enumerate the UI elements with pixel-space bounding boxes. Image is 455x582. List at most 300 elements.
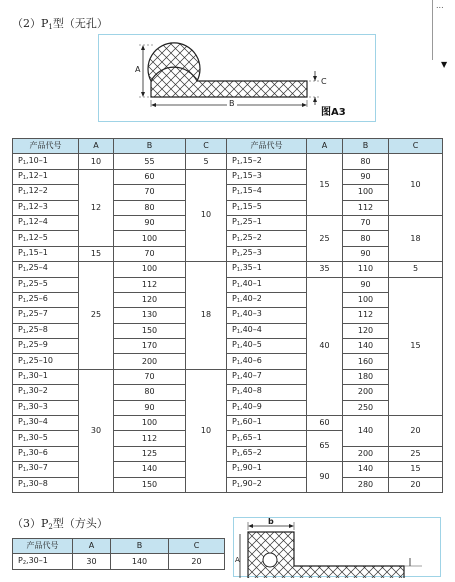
product-code <box>13 385 79 400</box>
product-code <box>13 339 79 354</box>
product-code <box>13 231 79 246</box>
product-code <box>227 462 307 477</box>
p2-spec-table <box>12 538 225 570</box>
section2-sub: 2 <box>48 523 53 531</box>
product-code <box>13 154 79 169</box>
code-comma: , <box>240 432 243 442</box>
value-a: 25 <box>307 215 343 261</box>
code-prefix: P <box>232 247 237 257</box>
code-comma: , <box>26 309 29 319</box>
t2-header-c: C <box>169 539 225 554</box>
header-b-right: B <box>343 139 389 154</box>
product-code <box>227 323 307 338</box>
code-comma: , <box>26 432 29 442</box>
table-row <box>13 185 443 200</box>
table-row <box>13 339 443 354</box>
t2-header-a: A <box>73 539 111 554</box>
code-prefix: P <box>18 448 23 457</box>
code-comma: , <box>26 463 29 473</box>
code-subscript: 1 <box>236 359 241 366</box>
table-row <box>13 462 443 477</box>
code-prefix: P <box>232 186 237 196</box>
code-subscript: 1 <box>236 221 241 228</box>
code-comma: , <box>26 232 29 242</box>
code-prefix: P <box>18 463 23 473</box>
code-subscript: 1 <box>22 159 27 166</box>
code-comma: , <box>240 247 243 257</box>
value-a: 30 <box>79 369 114 492</box>
code-prefix: P <box>18 294 23 304</box>
header-c-right: C <box>389 139 443 154</box>
table-row <box>13 277 443 292</box>
value-a: 12 <box>79 169 114 246</box>
value-b: 200 <box>343 446 389 461</box>
product-code <box>227 200 307 215</box>
product-code <box>13 446 79 461</box>
code-subscript: 1 <box>22 452 27 458</box>
value-b: 100 <box>343 185 389 200</box>
value-b: 55 <box>114 154 186 169</box>
product-code <box>13 462 79 477</box>
code-prefix: P <box>18 170 23 180</box>
code-number: 65–1 <box>242 432 262 442</box>
code-prefix: P <box>18 355 23 365</box>
code-number: 40–5 <box>242 340 262 350</box>
table-row <box>13 354 443 369</box>
code-number: 40–2 <box>242 294 262 304</box>
code-comma: , <box>26 340 29 350</box>
code-number: 30–6 <box>28 448 48 457</box>
code-subscript: 1 <box>22 313 27 320</box>
code-prefix: P <box>232 478 237 488</box>
value-b: 100 <box>114 262 186 277</box>
product-code <box>227 400 307 415</box>
code-number: 25–1 <box>242 217 262 227</box>
table-row <box>13 400 443 415</box>
code-comma: , <box>26 263 29 273</box>
code-prefix: P <box>18 371 23 381</box>
code-number: 30–1 <box>28 555 48 565</box>
code-comma: , <box>240 294 243 304</box>
code-prefix: P <box>232 386 237 396</box>
value-b: 112 <box>343 200 389 215</box>
code-comma: , <box>240 417 243 427</box>
code-subscript: 1 <box>236 482 241 489</box>
code-number: 90–2 <box>242 478 262 488</box>
product-code <box>227 446 307 461</box>
product-code <box>13 169 79 184</box>
code-comma: , <box>26 401 29 411</box>
value-b: 120 <box>343 323 389 338</box>
product-code <box>227 416 307 431</box>
code-prefix: P <box>232 371 237 381</box>
value-b: 140 <box>111 554 169 569</box>
p2-dim-b-label: b <box>268 517 274 526</box>
code-comma: , <box>26 201 29 211</box>
code-number: 15–5 <box>242 201 262 211</box>
value-b: 120 <box>114 292 186 307</box>
table-row <box>13 477 443 492</box>
code-number: 12–4 <box>28 217 48 227</box>
code-number: 30–8 <box>28 478 48 488</box>
code-subscript: 1 <box>236 421 241 428</box>
product-code <box>227 154 307 169</box>
code-prefix: P <box>18 232 23 242</box>
value-b: 110 <box>343 262 389 277</box>
code-prefix: P <box>232 170 237 180</box>
product-code <box>13 215 79 230</box>
table-row <box>13 385 443 400</box>
value-c: 25 <box>389 446 443 461</box>
code-comma: , <box>240 170 243 180</box>
code-subscript: 1 <box>22 251 27 258</box>
code-comma: , <box>26 324 29 334</box>
code-subscript: 1 <box>22 390 27 397</box>
value-c: 10 <box>389 154 443 216</box>
value-c: 20 <box>389 416 443 447</box>
code-comma: , <box>240 278 243 288</box>
code-number: 25–6 <box>28 294 48 304</box>
code-number: 60–1 <box>242 417 262 427</box>
code-comma: , <box>240 155 243 165</box>
code-prefix: P <box>232 263 237 273</box>
table-header-row <box>13 139 443 154</box>
code-comma: , <box>26 417 29 427</box>
code-number: 30–5 <box>28 432 48 442</box>
code-subscript: 1 <box>236 190 241 197</box>
code-comma: , <box>240 371 243 381</box>
product-code <box>227 215 307 230</box>
value-b: 180 <box>343 369 389 384</box>
code-prefix: P <box>18 340 23 350</box>
code-comma: , <box>26 247 29 257</box>
code-number: 30–4 <box>28 417 48 427</box>
product-code <box>227 246 307 261</box>
code-prefix: P <box>232 417 237 427</box>
section1-number: （2）P <box>12 17 49 30</box>
code-prefix: P <box>232 232 237 242</box>
code-subscript: 1 <box>22 328 27 335</box>
code-number: 40–3 <box>242 309 262 319</box>
value-a: 40 <box>307 277 343 416</box>
code-prefix: P <box>18 432 23 442</box>
code-subscript: 1 <box>22 190 27 197</box>
code-number: 25–10 <box>28 355 53 365</box>
section2-number: （3）P <box>12 517 49 530</box>
code-subscript: 1 <box>22 298 27 305</box>
section2-heading <box>12 515 108 531</box>
code-number: 10–1 <box>28 155 48 165</box>
code-prefix: P <box>232 463 237 473</box>
code-subscript: 1 <box>236 390 241 397</box>
product-code <box>13 200 79 215</box>
value-b: 150 <box>114 323 186 338</box>
code-prefix: P <box>232 294 237 304</box>
table-row <box>13 446 443 461</box>
figure-p2-drawing <box>234 518 439 578</box>
code-subscript: 1 <box>236 174 241 181</box>
value-b: 100 <box>114 416 186 431</box>
value-a: 90 <box>307 462 343 493</box>
code-comma: , <box>26 386 29 396</box>
code-number: 40–9 <box>242 401 262 411</box>
code-subscript: 1 <box>236 436 241 443</box>
value-b: 90 <box>114 215 186 230</box>
code-prefix: P <box>232 340 237 350</box>
code-subscript: 1 <box>236 328 241 335</box>
value-b: 100 <box>343 292 389 307</box>
code-number: 30–3 <box>28 401 48 411</box>
value-b: 70 <box>114 369 186 384</box>
code-comma: , <box>240 478 243 488</box>
code-comma: , <box>240 217 243 227</box>
dim-a-label: A <box>135 65 141 74</box>
code-number: 15–2 <box>242 155 262 165</box>
code-comma: , <box>26 186 29 196</box>
value-b: 140 <box>343 462 389 477</box>
table-row <box>13 262 443 277</box>
value-b: 280 <box>343 477 389 492</box>
code-number: 25–3 <box>242 247 262 257</box>
value-c: 5 <box>389 262 443 277</box>
code-number: 25–5 <box>28 278 48 288</box>
value-b: 90 <box>343 169 389 184</box>
p2-hole <box>263 553 277 567</box>
value-b: 112 <box>114 277 186 292</box>
product-code <box>13 477 79 492</box>
value-b: 90 <box>343 277 389 292</box>
code-subscript: 1 <box>22 375 27 382</box>
t2-header-b: B <box>111 539 169 554</box>
code-number: 15–3 <box>242 170 262 180</box>
code-subscript: 1 <box>22 344 27 351</box>
value-b: 140 <box>343 339 389 354</box>
code-comma: , <box>240 448 243 457</box>
code-number: 25–8 <box>28 324 48 334</box>
code-subscript: 1 <box>236 467 241 474</box>
product-code <box>13 431 79 446</box>
code-prefix: P <box>18 401 23 411</box>
code-subscript: 1 <box>236 375 241 382</box>
product-code <box>227 308 307 323</box>
header-code-right: 产品代号 <box>227 139 307 154</box>
header-a: A <box>79 139 114 154</box>
code-number: 25–9 <box>28 340 48 350</box>
value-b: 80 <box>343 154 389 169</box>
code-number: 40–1 <box>242 278 262 288</box>
code-number: 30–7 <box>28 463 48 473</box>
product-code <box>227 477 307 492</box>
value-a: 15 <box>79 246 114 261</box>
code-subscript: 1 <box>236 313 241 320</box>
code-subscript: 1 <box>236 251 241 258</box>
margin-note <box>432 0 455 60</box>
code-comma: , <box>26 278 29 288</box>
margin-note-text: ... <box>436 1 444 10</box>
table-row <box>13 231 443 246</box>
product-code <box>227 339 307 354</box>
value-c: 5 <box>186 154 227 169</box>
code-prefix: P <box>18 324 23 334</box>
code-subscript: 1 <box>22 221 27 228</box>
code-subscript: 1 <box>22 205 27 212</box>
product-code <box>227 292 307 307</box>
table-row <box>13 416 443 431</box>
header-a-right: A <box>307 139 343 154</box>
code-comma: , <box>240 386 243 396</box>
code-number: 40–7 <box>242 371 262 381</box>
code-number: 12–3 <box>28 201 48 211</box>
code-subscript: 1 <box>236 205 241 212</box>
section2-suffix: 型（方头） <box>52 517 108 530</box>
code-comma: , <box>240 324 243 334</box>
code-subscript: 2 <box>22 559 27 566</box>
code-comma: , <box>240 309 243 319</box>
value-b: 90 <box>114 400 186 415</box>
value-b: 112 <box>114 431 186 446</box>
product-code <box>13 554 73 569</box>
code-prefix: P <box>18 309 23 319</box>
code-comma: , <box>26 170 29 180</box>
code-prefix: P <box>232 432 237 442</box>
code-prefix: P <box>18 186 23 196</box>
code-number: 12–1 <box>28 170 48 180</box>
code-prefix: P <box>18 386 23 396</box>
code-comma: , <box>240 232 243 242</box>
code-prefix: P <box>232 155 237 165</box>
code-comma: , <box>26 155 29 165</box>
product-code <box>13 400 79 415</box>
value-a: 60 <box>307 416 343 431</box>
product-code <box>227 231 307 246</box>
value-a: 35 <box>307 262 343 277</box>
product-code <box>227 185 307 200</box>
value-b: 60 <box>114 169 186 184</box>
code-subscript: 1 <box>22 436 27 443</box>
code-prefix: P <box>18 478 23 488</box>
code-number: 25–2 <box>242 232 262 242</box>
value-a: 15 <box>307 154 343 216</box>
table-row <box>13 200 443 215</box>
value-b: 125 <box>114 446 186 461</box>
table2-header-row <box>13 539 225 554</box>
code-comma: , <box>240 186 243 196</box>
value-b: 70 <box>114 246 186 261</box>
code-prefix: P <box>232 401 237 411</box>
value-c: 15 <box>389 277 443 416</box>
value-c: 20 <box>169 554 225 569</box>
code-number: 15–1 <box>28 247 48 257</box>
code-number: 90–1 <box>242 463 262 473</box>
code-prefix: P <box>232 217 237 227</box>
product-code <box>227 354 307 369</box>
value-b: 130 <box>114 308 186 323</box>
code-comma: , <box>26 555 29 565</box>
table-row <box>13 369 443 384</box>
code-prefix: P <box>18 217 23 227</box>
value-b: 200 <box>114 354 186 369</box>
table-row <box>13 154 443 169</box>
value-c: 10 <box>186 169 227 261</box>
code-subscript: 1 <box>22 467 27 474</box>
product-code <box>13 308 79 323</box>
code-number: 25–7 <box>28 309 48 319</box>
code-subscript: 1 <box>22 421 27 428</box>
product-code <box>13 262 79 277</box>
header-c: C <box>186 139 227 154</box>
value-b: 150 <box>114 477 186 492</box>
code-prefix: P <box>18 263 23 273</box>
code-subscript: 1 <box>236 452 241 458</box>
value-b: 80 <box>114 200 186 215</box>
code-comma: , <box>240 401 243 411</box>
value-b: 140 <box>343 416 389 447</box>
table-row <box>13 554 225 569</box>
code-comma: , <box>240 463 243 473</box>
value-c: 18 <box>186 262 227 370</box>
code-number: 40–8 <box>242 386 262 396</box>
value-b: 70 <box>343 215 389 230</box>
code-prefix: P <box>232 201 237 211</box>
code-comma: , <box>26 355 29 365</box>
value-a: 10 <box>79 154 114 169</box>
value-c: 15 <box>389 462 443 477</box>
header-code: 产品代号 <box>13 139 79 154</box>
code-prefix: P <box>18 155 23 165</box>
value-c: 18 <box>389 215 443 261</box>
section1-sub: 1 <box>48 23 53 31</box>
code-subscript: 1 <box>22 174 27 181</box>
code-prefix: P <box>232 278 237 288</box>
code-prefix: P <box>232 324 237 334</box>
code-number: 30–1 <box>28 371 48 381</box>
product-code <box>13 354 79 369</box>
value-b: 100 <box>114 231 186 246</box>
code-subscript: 1 <box>236 298 241 305</box>
code-number: 25–4 <box>28 263 48 273</box>
value-b: 70 <box>114 185 186 200</box>
product-code <box>13 277 79 292</box>
code-subscript: 1 <box>22 359 27 366</box>
table-row <box>13 292 443 307</box>
code-number: 40–4 <box>242 324 262 334</box>
code-prefix: P <box>18 278 23 288</box>
value-b: 170 <box>114 339 186 354</box>
value-b: 140 <box>114 462 186 477</box>
code-number: 65–2 <box>242 448 262 457</box>
section1-suffix: 型（无孔） <box>52 17 108 30</box>
product-code <box>227 262 307 277</box>
code-subscript: 1 <box>22 236 27 243</box>
code-number: 40–6 <box>242 355 262 365</box>
code-comma: , <box>26 448 29 457</box>
code-subscript: 1 <box>236 159 241 166</box>
value-b: 160 <box>343 354 389 369</box>
code-comma: , <box>26 478 29 488</box>
product-code <box>227 369 307 384</box>
value-c: 20 <box>389 477 443 492</box>
value-b: 200 <box>343 385 389 400</box>
code-prefix: P <box>232 309 237 319</box>
code-prefix: P <box>18 417 23 427</box>
product-code <box>13 292 79 307</box>
code-subscript: 1 <box>236 405 241 412</box>
value-b: 80 <box>114 385 186 400</box>
table-row <box>13 323 443 338</box>
code-prefix: P <box>18 201 23 211</box>
t2-header-code: 产品代号 <box>13 539 73 554</box>
code-prefix: P <box>232 448 237 457</box>
